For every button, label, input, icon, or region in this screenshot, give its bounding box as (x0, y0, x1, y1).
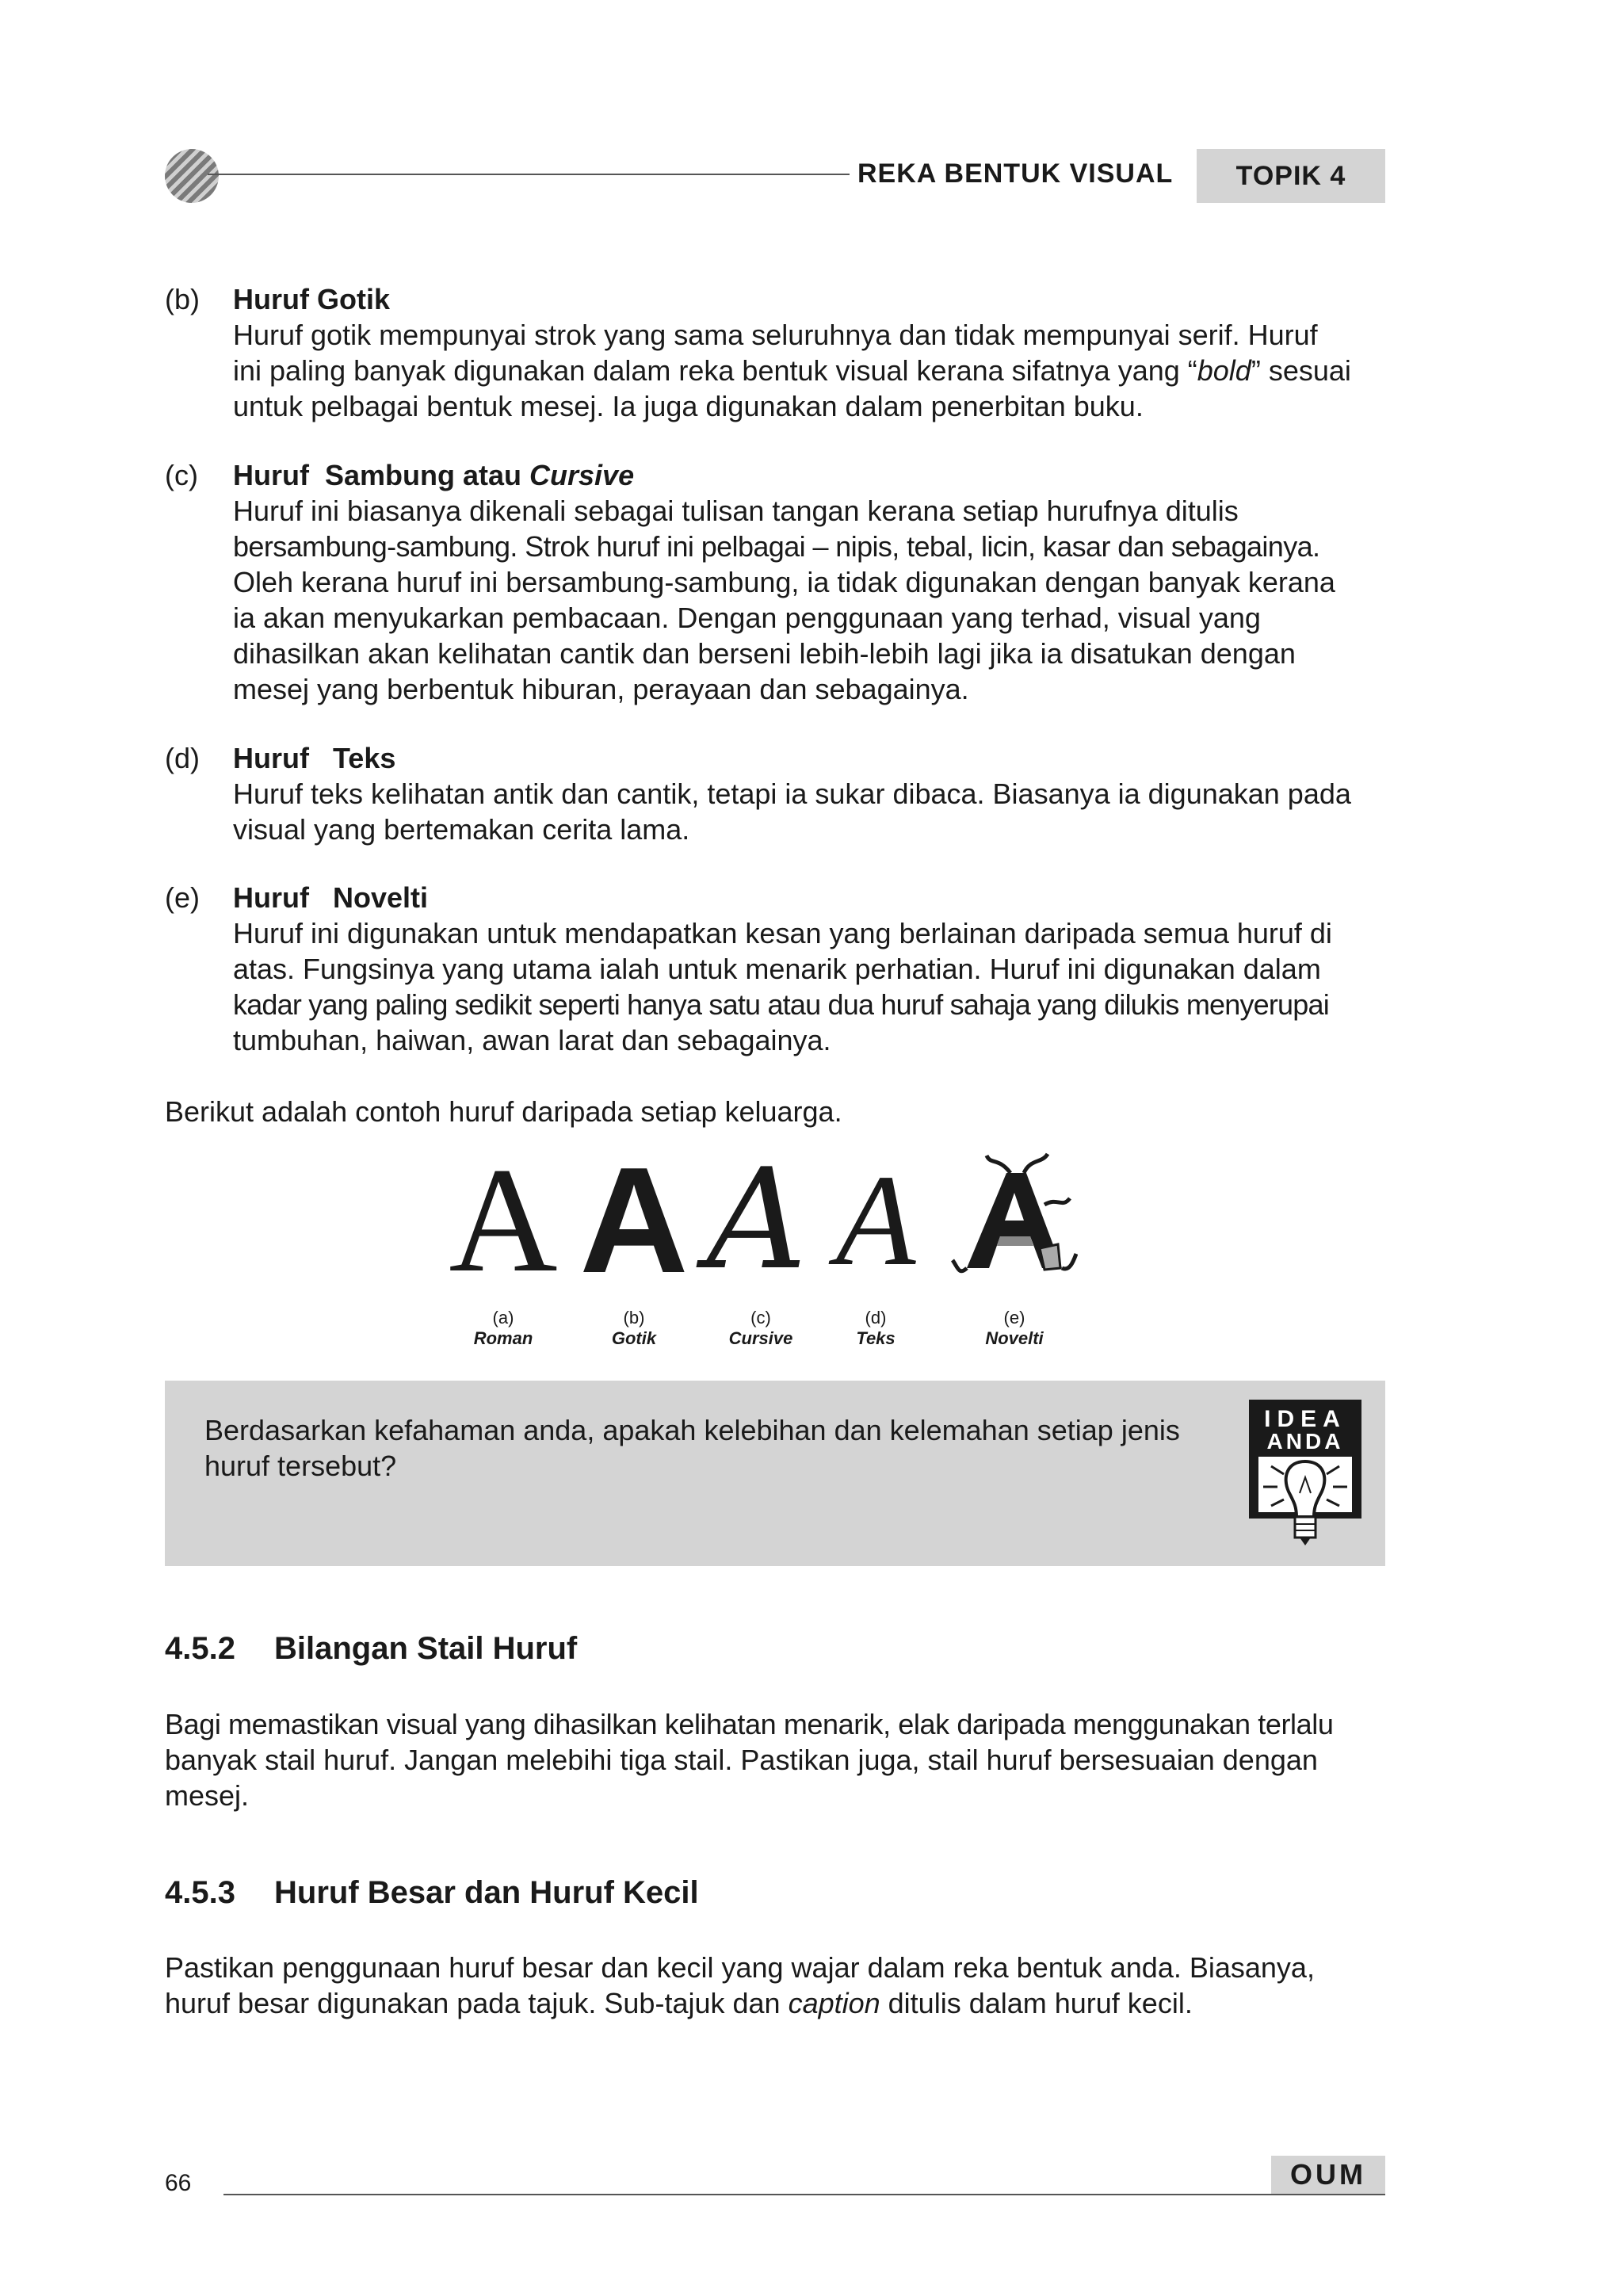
item-title-text: Huruf Sambung atau (233, 459, 522, 491)
line-text: ditulis dalam huruf kecil. (880, 1987, 1193, 2019)
teks-sample: A (835, 1148, 916, 1293)
section-number: 4.5.3 (165, 1875, 235, 1910)
list-item-gotik (165, 281, 1385, 424)
figure-intro: Berikut adalah contoh huruf daripada setiap keluarga. (165, 1095, 842, 1128)
caption-cursive (713, 1308, 808, 1349)
body-line: mesej. (165, 1779, 250, 1812)
topic-badge: TOPIK 4 (1197, 149, 1385, 203)
item-title-italic: Cursive (529, 459, 635, 491)
body-line: Bagi memastikan visual yang dihasilkan kelihatan menarik, elak daripada menggunakan terlalu (165, 1708, 1334, 1740)
body-line: banyak stail huruf. Jangan melebihi tiga stail. Pastikan juga, stail huruf bersesuaian dengan (165, 1744, 1318, 1776)
caption-roman (456, 1308, 551, 1349)
caption-name: Roman (473, 1328, 533, 1348)
caption-letter: (b) (623, 1308, 645, 1328)
caption-name: Cursive (728, 1328, 793, 1348)
item-letter: (b) (165, 283, 200, 315)
gotik-sample: A (579, 1137, 689, 1305)
line-text: huruf besar digunakan pada tajuk. Sub-tajuk dan (165, 1987, 789, 2019)
body-line: bersambung-sambung. Strok huruf ini pelbagai – nipis, tebal, licin, kasar dan sebagainya. (233, 530, 1320, 563)
cursive-sample: A (706, 1140, 808, 1301)
item-letter: (e) (165, 881, 200, 914)
body-line: Huruf gotik mempunyai strok yang sama seluruhnya dan tidak mempunyai serif. Huruf (233, 319, 1318, 351)
caption-name: Novelti (985, 1328, 1044, 1348)
section-body-4-5-2 (165, 1706, 1385, 1813)
body-line: mesej yang berbentuk hiburan, perayaan dan sebagainya. (233, 673, 969, 705)
section-title: Bilangan Stail Huruf (274, 1631, 578, 1666)
item-body (233, 915, 1385, 1058)
caption-novelti (967, 1308, 1062, 1349)
item-body (233, 776, 1385, 847)
body-line: dihasilkan akan kelihatan cantik dan berseni lebih-lebih lagi jika ia disatukan dengan (233, 637, 1296, 670)
roman-sample: A (449, 1137, 558, 1304)
item-title: Huruf Novelti (233, 881, 429, 914)
oum-logo: OUM (1271, 2156, 1385, 2194)
list-item-teks (165, 740, 1385, 847)
body-line: Oleh kerana huruf ini bersambung-sambung, ia tidak digunakan dengan banyak kerana (233, 566, 1335, 598)
body-line: visual yang bertemakan cerita lama. (233, 813, 690, 846)
line-italic: caption (788, 1987, 880, 2019)
item-title (233, 457, 634, 493)
header-title: REKA BENTUK VISUAL (857, 159, 1174, 189)
header-rule (208, 174, 850, 175)
item-letter: (d) (165, 742, 200, 774)
page-number: 66 (165, 2170, 192, 2196)
body-line: tumbuhan, haiwan, awan larat dan sebagainya. (233, 1024, 831, 1056)
item-body (233, 493, 1385, 707)
body-line: Pastikan penggunaan huruf besar dan kecil yang wajar dalam reka bentuk anda. Biasanya, (165, 1951, 1315, 1984)
body-line: kadar yang paling sedikit seperti hanya satu atau dua huruf sahaja yang dilukis menyerupai (233, 988, 1329, 1021)
item-title: Huruf Teks (233, 742, 396, 774)
header-logo-icon (165, 149, 219, 203)
caption-letter: (a) (492, 1308, 514, 1328)
caption-gotik (586, 1308, 682, 1349)
item-title: Huruf Gotik (233, 283, 390, 315)
typeface-figure (428, 1137, 1109, 1355)
item-body (233, 317, 1385, 424)
body-line: Huruf teks kelihatan antik dan cantik, tetapi ia sukar dibaca. Biasanya ia digunakan pada (233, 777, 1351, 810)
idea-icon-word2: ANDA (1266, 1429, 1344, 1454)
caption-name: Teks (856, 1328, 896, 1348)
section-heading-4-5-3 (165, 1875, 699, 1911)
item-letter: (c) (165, 459, 198, 491)
section-number: 4.5.2 (165, 1631, 235, 1666)
body-line (165, 1985, 1385, 2021)
body-line: ia akan menyukarkan pembacaan. Dengan penggunaan yang terhad, visual yang (233, 602, 1261, 634)
idea-line: Berdasarkan kefahaman anda, apakah kelebihan dan kelemahan setiap jenis (204, 1414, 1180, 1446)
idea-icon-word1: IDEA (1264, 1406, 1346, 1432)
list-item-cursive (165, 457, 1385, 707)
body-line: untuk pelbagai bentuk mesej. Ia juga digunakan dalam penerbitan buku. (233, 390, 1144, 422)
idea-line: huruf tersebut? (204, 1450, 397, 1482)
section-title: Huruf Besar dan Huruf Kecil (274, 1875, 699, 1910)
idea-lightbulb-icon (1247, 1398, 1363, 1549)
caption-letter: (c) (750, 1308, 771, 1328)
body-line: ini paling banyak digunakan dalam reka bentuk visual kerana sifatnya yang “bold” sesuai (233, 354, 1351, 387)
body-line: Huruf ini biasanya dikenali sebagai tulisan tangan kerana setiap hurufnya ditulis (233, 495, 1239, 527)
footer-rule (223, 2194, 1385, 2195)
body-line: Huruf ini digunakan untuk mendapatkan kesan yang berlainan daripada semua huruf di (233, 917, 1332, 949)
idea-question (204, 1412, 1235, 1484)
list-item-novelti (165, 880, 1385, 1058)
caption-teks (828, 1308, 923, 1349)
caption-letter: (e) (1003, 1308, 1025, 1328)
section-body-4-5-3 (165, 1950, 1385, 2021)
caption-letter: (d) (865, 1308, 887, 1328)
novelti-sample-icon (951, 1149, 1078, 1292)
body-line: atas. Fungsinya yang utama ialah untuk menarik perhatian. Huruf ini digunakan dalam (233, 953, 1321, 985)
section-heading-4-5-2 (165, 1631, 577, 1667)
caption-name: Gotik (611, 1328, 657, 1348)
